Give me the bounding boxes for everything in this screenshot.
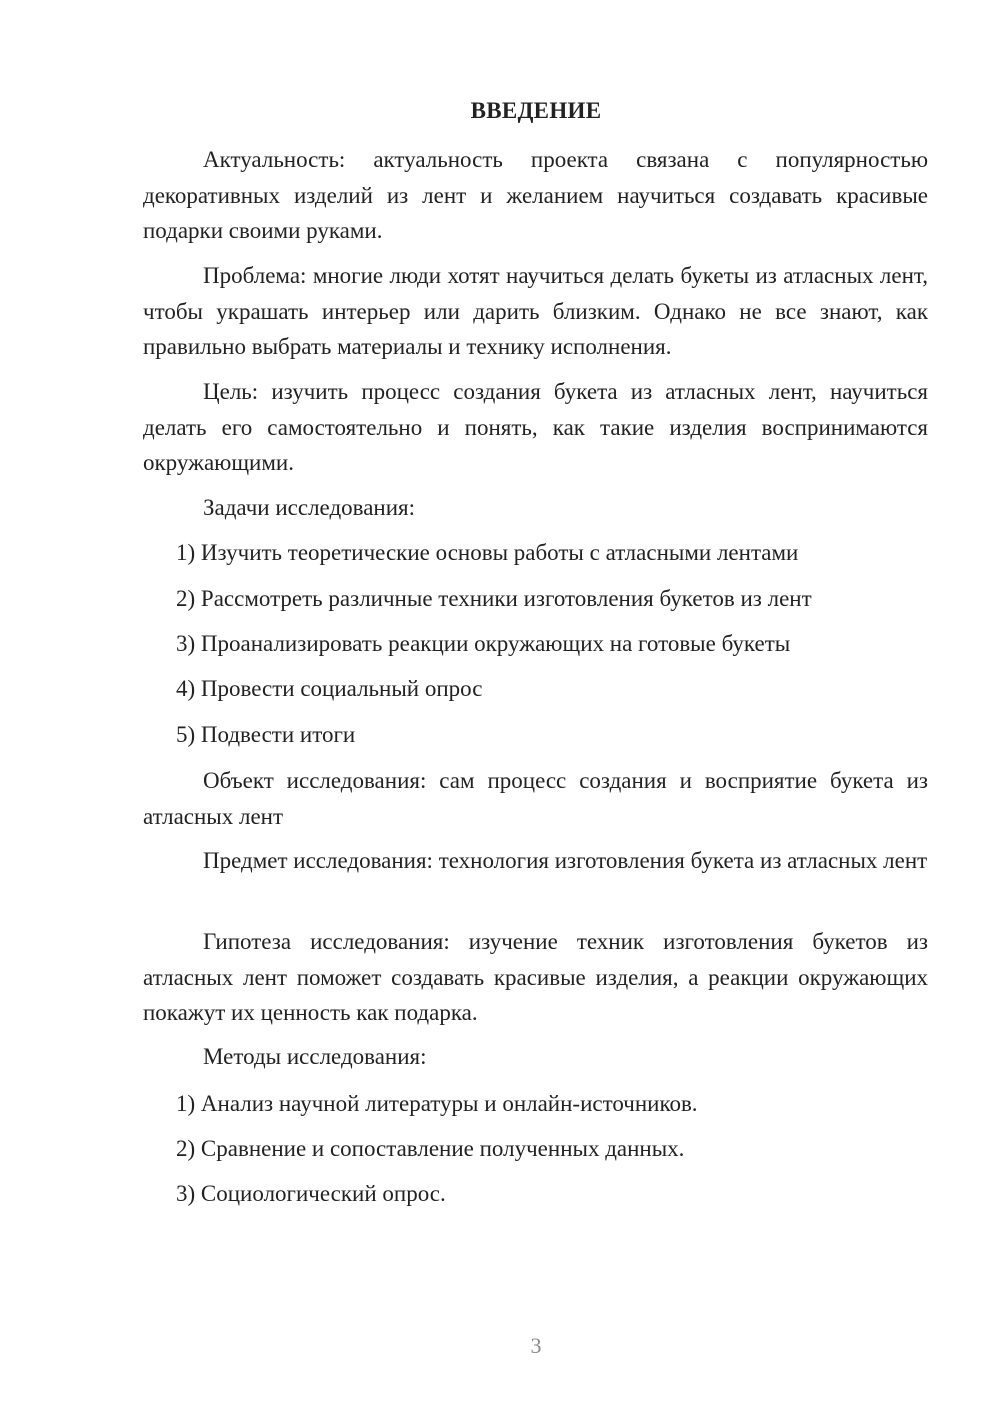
task-item: 1) Изучить теоретические основы работы с атласными лентами [176, 540, 799, 565]
goal-paragraph: Цель: изучить процесс создания букета из атласных лент, научиться делать его самостоятельно и понять, как такие изделия воспринимаются окружающими. [143, 379, 928, 475]
method-item: 3) Социологический опрос. [176, 1181, 446, 1206]
problem-paragraph: Проблема: многие люди хотят научиться делать букеты из атласных лент, чтобы украшать интерьер или дарить близким. Однако не все знают, как правильно выбрать материалы и технику исполнения. [143, 263, 928, 359]
section-title: ВВЕДЕНИЕ [470, 98, 602, 123]
page-number: 3 [530, 1333, 542, 1358]
task-item: 4) Провести социальный опрос [176, 676, 483, 701]
relevance-paragraph: Актуальность: актуальность проекта связана с популярностью декоративных изделий из лент и желанием научиться создавать красивые подарки своими руками. [143, 147, 928, 243]
method-item: 2) Сравнение и сопоставление полученных данных. [176, 1136, 685, 1161]
task-item: 2) Рассмотреть различные техники изготовления букетов из лент [176, 586, 812, 611]
subject-paragraph: Предмет исследования: технология изготовления букета из атласных лент [203, 848, 928, 873]
object-paragraph: Объект исследования: сам процесс создания и восприятие букета из атласных лент [143, 768, 928, 829]
task-item: 5) Подвести итоги [176, 722, 356, 747]
tasks-heading: Задачи исследования: [203, 495, 416, 520]
methods-heading: Методы исследования: [203, 1044, 427, 1069]
hypothesis-paragraph: Гипотеза исследования: изучение техник изготовления букетов из атласных лент поможет создавать красивые изделия, а реакции окружающих покажут их ценность как подарка. [143, 929, 928, 1025]
task-item: 3) Проанализировать реакции окружающих на готовые букеты [176, 631, 791, 656]
method-item: 1) Анализ научной литературы и онлайн-источников. [176, 1091, 698, 1116]
